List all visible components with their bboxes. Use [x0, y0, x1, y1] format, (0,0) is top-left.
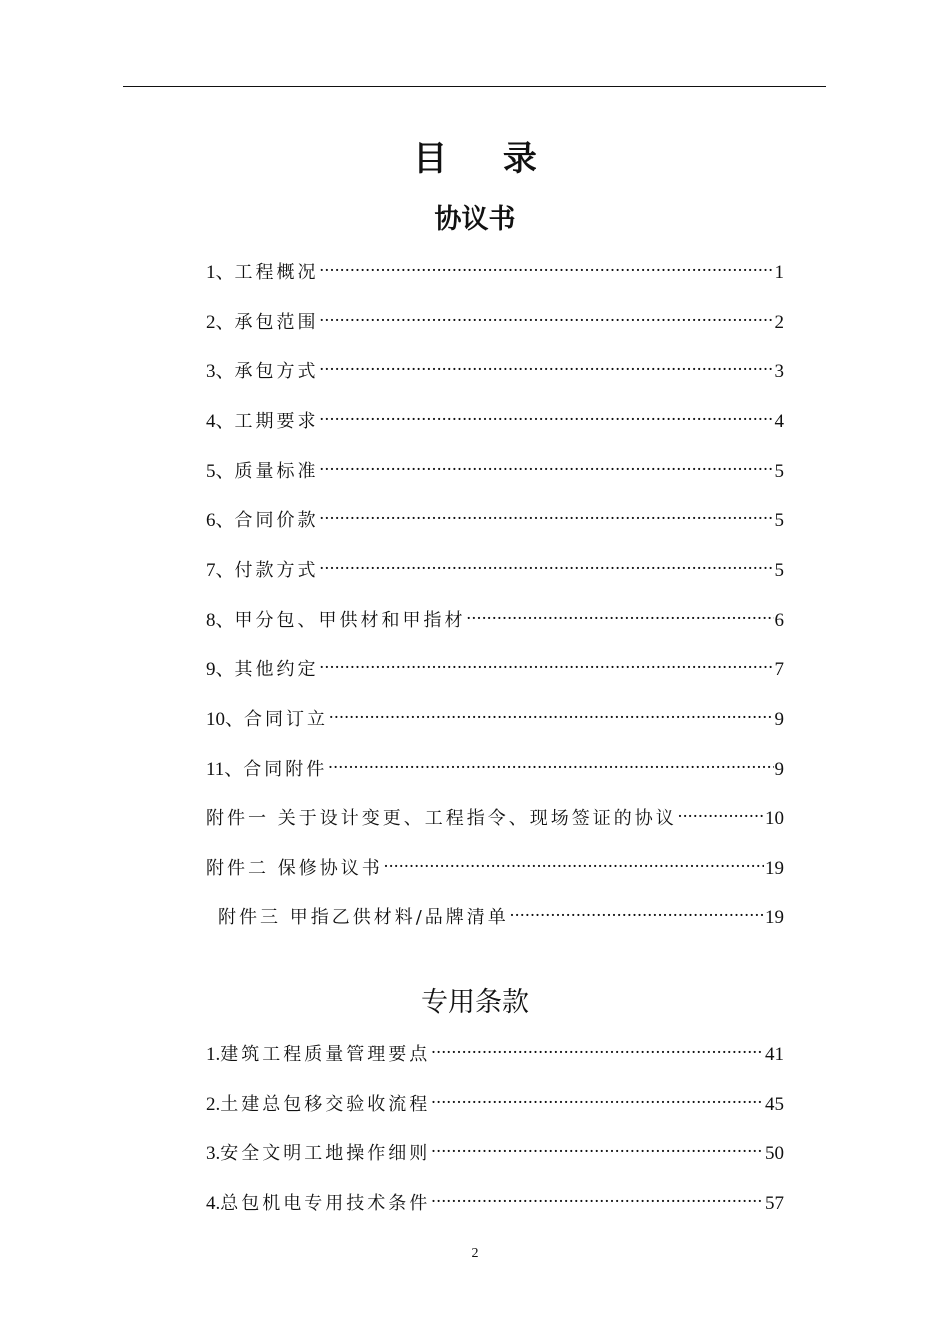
toc-leader-dots — [384, 846, 764, 874]
toc-entry-number: 1. — [206, 1044, 221, 1065]
toc-entry-page: 50 — [765, 1143, 784, 1164]
toc-entry-page: 5 — [774, 560, 784, 581]
header-rule — [123, 86, 826, 87]
toc-entry-label: 甲分包、甲供材和甲指材 — [234, 610, 466, 631]
toc-entry-label: 总包机电专用技术条件 — [220, 1193, 431, 1214]
toc-entry-number: 4、 — [206, 411, 235, 432]
toc-entry-label: 附件三 甲指乙供材料/品牌清单 — [218, 907, 509, 928]
toc-entry-label: 合同附件 — [243, 759, 328, 780]
toc-leader-dots — [320, 300, 774, 328]
toc-leader-dots — [328, 747, 773, 775]
toc-leader-dots — [320, 449, 774, 477]
toc-entry-label: 工程概况 — [234, 262, 319, 283]
toc-entry-appendix[interactable] — [218, 895, 784, 928]
toc-entry-page: 19 — [765, 858, 784, 879]
toc-entry-page: 3 — [774, 361, 784, 382]
toc-leader-dots — [329, 697, 773, 725]
toc-leader-dots — [467, 598, 774, 626]
toc-entry-number: 6、 — [206, 510, 235, 531]
toc-entry-label: 附件二 保修协议书 — [206, 858, 383, 879]
toc-entry[interactable] — [206, 697, 784, 730]
toc-leader-dots — [510, 895, 764, 923]
toc-leader-dots — [320, 250, 774, 278]
toc-entry[interactable] — [206, 548, 784, 581]
toc-entry-label: 承包范围 — [234, 312, 319, 333]
toc-leader-dots — [431, 1082, 764, 1110]
toc-entry[interactable] — [206, 498, 784, 531]
toc-entry-page: 7 — [774, 659, 784, 680]
toc-entry[interactable] — [206, 449, 784, 482]
toc-leader-dots — [678, 796, 764, 824]
toc-entry-page: 5 — [774, 461, 784, 482]
toc-entry-number: 3、 — [206, 361, 235, 382]
toc-entry-label: 安全文明工地操作细则 — [220, 1143, 431, 1164]
toc-entry-page: 9 — [774, 709, 784, 730]
toc-entry-label: 付款方式 — [234, 560, 319, 581]
toc-entry-number: 4. — [206, 1193, 221, 1214]
toc-leader-dots — [320, 349, 774, 377]
toc-entry-page: 41 — [765, 1044, 784, 1065]
toc-entry[interactable] — [206, 1032, 784, 1065]
toc-entry-number: 7、 — [206, 560, 235, 581]
toc-entry[interactable] — [206, 1082, 784, 1115]
toc-entry-page: 1 — [774, 262, 784, 283]
toc-title: 目 录 — [413, 139, 559, 179]
toc-entry[interactable] — [206, 598, 784, 631]
toc-entry-number: 8、 — [206, 610, 235, 631]
toc-entry-label: 工期要求 — [234, 411, 319, 432]
toc-entry-number: 2. — [206, 1094, 221, 1115]
toc-entry-label: 承包方式 — [234, 361, 319, 382]
toc-entry-label: 建筑工程质量管理要点 — [220, 1044, 431, 1065]
toc-entry-page: 45 — [765, 1094, 784, 1115]
toc-entry-page: 5 — [774, 510, 784, 531]
toc-entry-number: 1、 — [206, 262, 235, 283]
toc-leader-dots — [320, 647, 774, 675]
toc-entry-number: 9、 — [206, 659, 235, 680]
toc-entry[interactable] — [206, 399, 784, 432]
toc-entry-number: 2、 — [206, 312, 235, 333]
toc-entry-page: 9 — [774, 759, 784, 780]
toc-entry[interactable] — [206, 747, 784, 780]
toc-entry-label: 土建总包移交验收流程 — [220, 1094, 431, 1115]
toc-entry-page: 4 — [774, 411, 784, 432]
toc-leader-dots — [431, 1131, 764, 1159]
toc-entry-label: 其他约定 — [234, 659, 319, 680]
toc-entry[interactable] — [206, 300, 784, 333]
toc-entry[interactable] — [206, 349, 784, 382]
toc-entry-page: 2 — [774, 312, 784, 333]
agreement-heading: 协议书 — [434, 204, 516, 235]
toc-entry[interactable] — [206, 1131, 784, 1164]
toc-entry-label: 合同价款 — [234, 510, 319, 531]
toc-entry-label: 合同订立 — [244, 709, 329, 730]
toc-entry-page: 57 — [765, 1193, 784, 1214]
toc-entry-page: 6 — [774, 610, 784, 631]
toc-entry[interactable] — [206, 250, 784, 283]
toc-entry-page: 10 — [765, 808, 784, 829]
toc-entry-number: 5、 — [206, 461, 235, 482]
toc-entry[interactable] — [206, 1181, 784, 1214]
toc-entry-label: 附件一 关于设计变更、工程指令、现场签证的协议 — [206, 808, 677, 829]
toc-leader-dots — [431, 1032, 764, 1060]
page-number: 2 — [471, 1246, 479, 1261]
toc-entry-label: 质量标准 — [234, 461, 319, 482]
toc-leader-dots — [320, 548, 774, 576]
toc-entry-page: 19 — [765, 907, 784, 928]
toc-entry-number: 11、 — [206, 759, 244, 780]
toc-leader-dots — [320, 399, 774, 427]
toc-leader-dots — [320, 498, 774, 526]
toc-entry[interactable] — [206, 647, 784, 680]
special-terms-heading: 专用条款 — [421, 987, 529, 1018]
toc-entry-appendix[interactable] — [206, 796, 784, 829]
toc-leader-dots — [431, 1181, 764, 1209]
toc-entry-number: 10、 — [206, 709, 245, 730]
toc-entry-number: 3. — [206, 1143, 221, 1164]
toc-entry-appendix[interactable] — [206, 846, 784, 879]
